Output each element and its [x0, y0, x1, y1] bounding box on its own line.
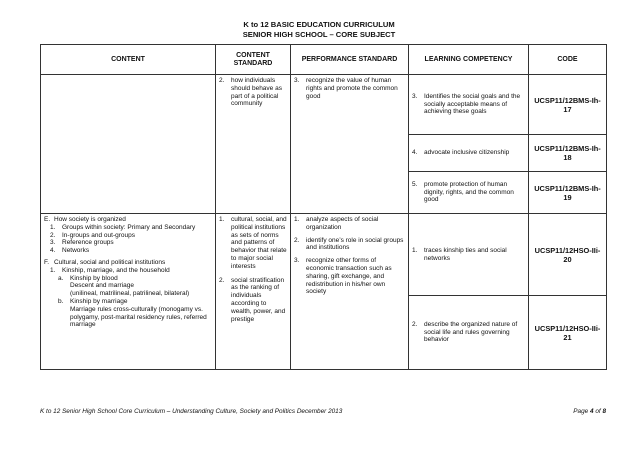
- content-standard-cell: [216, 214, 291, 370]
- col-header-content: CONTENT: [41, 45, 216, 75]
- performance-standard-text: analyze aspects of social organization: [306, 216, 379, 231]
- performance-standard-text: identify one’s role in social groups and institutions: [306, 236, 404, 252]
- content-outline: [44, 216, 212, 329]
- content-outline-text: Groups within society: Primary and Secondary: [62, 223, 196, 231]
- competency-text: Identifies the social goals and the socially acceptable means of achieving these goals: [424, 92, 521, 116]
- content-outline-item: [44, 224, 212, 232]
- learning-competency-cell: [409, 296, 529, 370]
- curriculum-table: [40, 44, 607, 370]
- code-cell: UCSP11/12HSO-IIi-20: [529, 214, 607, 296]
- content-outline-text: (unilineal, matrilineal, patrilineal, bilateral): [70, 290, 190, 298]
- performance-standard-cell: [291, 75, 409, 214]
- page-number: [573, 408, 606, 415]
- code-cell: UCSP11/12BMS-Ih-18: [529, 135, 607, 172]
- item-number: 2.: [412, 320, 418, 328]
- item-number: 1.: [294, 216, 300, 223]
- learning-competency-cell: [409, 214, 529, 296]
- document-subtitle: SENIOR HIGH SCHOOL – CORE SUBJECT: [242, 30, 396, 39]
- page-current: 4: [589, 408, 594, 415]
- competency-text: describe the organized nature of social life and rules governing behavior: [424, 320, 518, 344]
- item-number: 4.: [412, 149, 418, 157]
- content-outline-item: [44, 275, 212, 283]
- competency-text: advocate inclusive citizenship: [424, 149, 510, 157]
- code-cell: UCSP11/12BMS-Ih-17: [529, 75, 607, 135]
- content-outline-text: Kinship by marriage: [70, 297, 128, 305]
- item-number: 1.: [219, 216, 225, 223]
- content-outline-text: Kinship, marriage, and the household: [62, 266, 170, 274]
- item-number: 3.: [412, 92, 418, 100]
- content-outline-text: In-groups and out-groups: [62, 231, 135, 239]
- page-total: 8: [602, 408, 606, 415]
- content-outline-text: Kinship by blood: [70, 274, 118, 282]
- page-of: of: [593, 408, 603, 415]
- item-number: 5.: [412, 180, 418, 188]
- content-outline-item: [44, 298, 212, 306]
- page-prefix: Page: [573, 408, 590, 415]
- content-outline-item: [44, 247, 212, 255]
- item-number: a.: [58, 274, 64, 282]
- content-outline-item: [44, 259, 212, 267]
- item-number: 2.: [50, 231, 56, 239]
- performance-standard-text: recognize the value of human rights and promote the common good: [306, 77, 398, 100]
- content-standard-text: cultural, social, and political institutions as sets of norms and patterns of behavior that relate to major social interests: [231, 216, 287, 270]
- item-number: b.: [58, 297, 64, 305]
- item-number: 2.: [219, 276, 225, 284]
- footer-title: K to 12 Senior High School Core Curriculum – Understanding Culture, Society and Politics December 2013: [40, 408, 343, 415]
- document-title: K to 12 BASIC EDUCATION CURRICULUM: [243, 20, 395, 29]
- performance-standard-text: recognize other forms of economic transaction such as sharing, gift exchange, and redistribution in his/her own society: [306, 257, 392, 296]
- content-outline-item: [44, 216, 212, 224]
- content-outline-item: [44, 232, 212, 240]
- content-outline-text: Descent and marriage: [70, 282, 134, 290]
- item-number: 1.: [50, 223, 56, 231]
- col-header-learning-competency: LEARNING COMPETENCY: [409, 45, 529, 75]
- content-outline-text: Networks: [62, 247, 90, 255]
- col-header-performance-standard: PERFORMANCE STANDARD: [291, 45, 409, 75]
- item-number: E.: [44, 216, 51, 223]
- content-cell: [41, 214, 216, 370]
- learning-competency-cell: [409, 75, 529, 135]
- col-header-code: CODE: [529, 45, 607, 75]
- content-outline-text: Cultural, social and political institutions: [54, 258, 166, 266]
- table-row: [41, 75, 607, 135]
- item-number: 2.: [219, 77, 225, 84]
- learning-competency-cell: [409, 172, 529, 214]
- content-outline-item: [44, 267, 212, 275]
- table-row: [41, 214, 607, 296]
- item-number: 4.: [50, 247, 56, 255]
- content-outline-text: Reference groups: [62, 239, 114, 247]
- content-standard-cell: [216, 75, 291, 214]
- content-outline-text: Marriage rules cross-culturally (monogamy vs. polygamy, post-marital residency rules, referred marriage: [70, 305, 207, 329]
- content-cell: [41, 75, 216, 214]
- content-outline-item: [44, 282, 212, 290]
- competency-text: traces kinship ties and social networks: [424, 246, 507, 262]
- item-number: 2.: [294, 236, 300, 244]
- col-header-content-standard: CONTENT STANDARD: [216, 45, 291, 75]
- code-cell: UCSP11/12BMS-Ih-19: [529, 172, 607, 214]
- content-standard-text: social stratification as the ranking of individuals according to wealth, power, and prestige: [231, 276, 286, 323]
- competency-text: promote protection of human dignity, rights, and the common good: [424, 180, 514, 204]
- code-cell: UCSP11/12HSO-IIi-21: [529, 296, 607, 370]
- item-number: 3.: [50, 239, 56, 247]
- item-number: 3.: [294, 257, 300, 265]
- item-number: 1.: [412, 246, 418, 254]
- content-outline-text: How society is organized: [54, 216, 126, 223]
- content-outline-item: [44, 290, 212, 298]
- item-number: F.: [44, 258, 50, 266]
- content-standard-text: how individuals should behave as part of a political community: [231, 77, 282, 108]
- content-outline-item: [44, 306, 212, 329]
- performance-standard-cell: [291, 214, 409, 370]
- learning-competency-cell: [409, 135, 529, 172]
- item-number: 1.: [50, 266, 56, 274]
- table-header-row: [41, 45, 607, 75]
- item-number: 3.: [294, 77, 300, 84]
- content-outline-item: [44, 239, 212, 247]
